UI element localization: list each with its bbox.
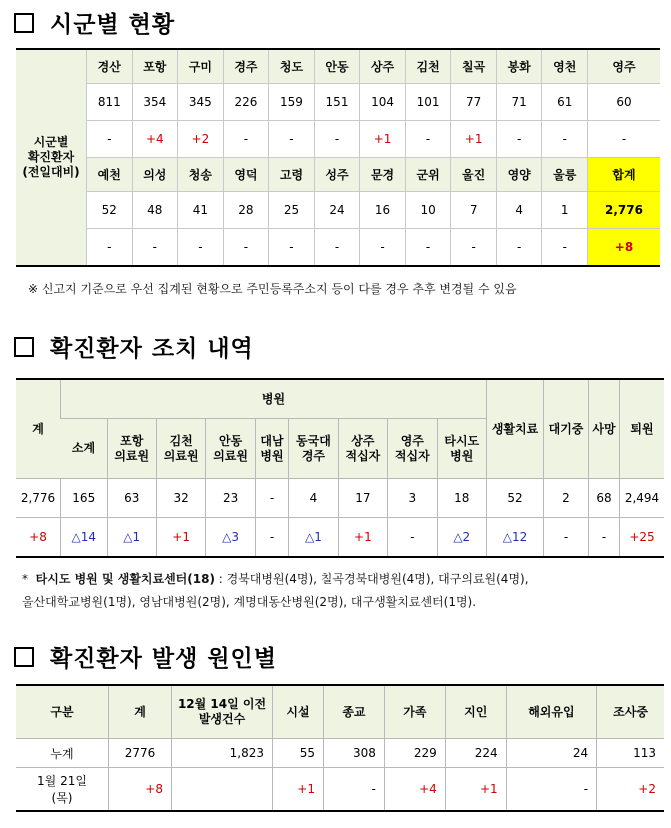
table-row: [16, 49, 660, 84]
column-header: 시설: [273, 685, 324, 739]
footnote-line: 울산대학교병원(1명), 영남대병원(2명), 계명대동산병원(2명), 대구생활치료센터(1명).: [22, 595, 477, 609]
value-cell: 2,776: [16, 479, 61, 518]
side-label-line: 시군별: [33, 135, 69, 149]
value-cell: 3: [388, 479, 437, 518]
hospital-footnote: [22, 568, 529, 614]
change-cell: -: [506, 768, 596, 812]
value-cell: -: [255, 479, 288, 518]
hospital-subheader: [289, 419, 338, 479]
checkbox-square-icon: [14, 337, 34, 357]
count-cell: 4: [496, 192, 542, 229]
header-line: 포항: [120, 433, 144, 448]
region-header: 예천: [87, 158, 133, 192]
value-cell: 308: [323, 739, 384, 768]
table-row: [16, 768, 664, 812]
column-header: 조사중: [597, 685, 664, 739]
value-cell: 2776: [109, 739, 172, 768]
count-cell: 52: [87, 192, 133, 229]
value-cell: 52: [487, 479, 544, 518]
change-cell: △2: [437, 518, 486, 558]
change-cell: -: [544, 518, 589, 558]
change-cell: [172, 768, 273, 812]
region-header: 봉화: [496, 49, 542, 84]
column-header: 계: [109, 685, 172, 739]
table-row: [16, 479, 664, 518]
value-cell: 2,494: [620, 479, 665, 518]
region-header: 영주: [588, 49, 660, 84]
subtotal-header: 소계: [61, 419, 108, 479]
region-header: 안동: [314, 49, 360, 84]
change-cell: +8: [109, 768, 172, 812]
value-cell: 18: [437, 479, 486, 518]
column-header: 지인: [445, 685, 506, 739]
value-cell: 229: [384, 739, 445, 768]
change-cell: -: [178, 229, 224, 267]
footnote-label: 타시도 병원 및 생활치료센터(18): [35, 572, 215, 586]
header-line: 상주: [351, 433, 375, 448]
value-cell: 17: [338, 479, 387, 518]
region-status-table: [16, 48, 660, 267]
column-header: 구분: [16, 685, 109, 739]
count-cell: 159: [269, 84, 315, 121]
table-row: [16, 121, 660, 158]
change-cell: -: [360, 229, 406, 267]
change-cell: -: [588, 121, 660, 158]
value-cell: 165: [61, 479, 108, 518]
hospital-subheader: [437, 419, 486, 479]
count-cell: 7: [451, 192, 497, 229]
table-row: [16, 379, 664, 419]
value-cell: 4: [289, 479, 338, 518]
count-cell: 28: [223, 192, 269, 229]
change-cell: △3: [206, 518, 255, 558]
section3-title: 확진환자 발생 원인별: [14, 640, 277, 673]
value-cell: 32: [156, 479, 205, 518]
change-cell: -: [87, 121, 133, 158]
count-cell: 345: [178, 84, 224, 121]
change-cell: △1: [107, 518, 156, 558]
change-cell: -: [496, 229, 542, 267]
total-change-cell: +8: [588, 229, 660, 267]
row-label: [16, 768, 109, 812]
table-row: [16, 158, 660, 192]
region-header: 군위: [405, 158, 451, 192]
region-header: 김천: [405, 49, 451, 84]
header-line: 의료원: [163, 448, 199, 463]
count-cell: 226: [223, 84, 269, 121]
footnote-mark: *: [22, 572, 28, 586]
section2-title: 확진환자 조치 내역: [14, 330, 254, 363]
change-cell: -: [255, 518, 288, 558]
change-cell: +2: [178, 121, 224, 158]
count-cell: 60: [588, 84, 660, 121]
change-cell: +1: [156, 518, 205, 558]
count-cell: 77: [451, 84, 497, 121]
count-cell: 151: [314, 84, 360, 121]
header-line: 경주: [301, 448, 326, 463]
change-cell: -: [314, 121, 360, 158]
region-header: 영덕: [223, 158, 269, 192]
change-cell: △14: [61, 518, 108, 558]
header-line: 병원: [450, 448, 474, 463]
region-header: 포항: [132, 49, 178, 84]
region-header: 상주: [360, 49, 406, 84]
header-line: 영주: [400, 433, 424, 448]
side-label-line: (전일대비): [22, 165, 80, 179]
change-cell: +1: [445, 768, 506, 812]
change-cell: +1: [338, 518, 387, 558]
change-cell: -: [451, 229, 497, 267]
count-cell: 61: [542, 84, 588, 121]
change-cell: -: [589, 518, 620, 558]
checkbox-square-icon: [14, 647, 34, 667]
hospital-subheader: [255, 419, 288, 479]
row-label-line: (목): [51, 791, 73, 805]
region-header: 문경: [360, 158, 406, 192]
death-header: 사망: [589, 379, 620, 479]
region-header: 성주: [314, 158, 360, 192]
header-line: 병원: [260, 448, 284, 463]
change-cell: -: [269, 229, 315, 267]
header-line: 김천: [169, 433, 193, 448]
table-row: [16, 229, 660, 267]
change-cell: -: [87, 229, 133, 267]
count-cell: 41: [178, 192, 224, 229]
column-header: [172, 685, 273, 739]
header-line: 12월 14일 이전: [177, 697, 267, 711]
region-header: 의성: [132, 158, 178, 192]
header-line: 안동: [219, 433, 243, 448]
count-cell: 71: [496, 84, 542, 121]
count-cell: 104: [360, 84, 406, 121]
region-header: 구미: [178, 49, 224, 84]
region-header: 경주: [223, 49, 269, 84]
value-cell: 55: [273, 739, 324, 768]
change-cell: +1: [273, 768, 324, 812]
table-row: [16, 518, 664, 558]
table-row: [16, 192, 660, 229]
header-line: 적십자: [394, 448, 430, 463]
header-line: 발생건수: [198, 712, 246, 726]
header-line: 의료원: [213, 448, 248, 463]
total-header: 합계: [588, 158, 660, 192]
table-footnote: ※ 신고지 기준으로 우선 집계된 현황으로 주민등록주소지 등이 다를 경우 추후 변경될 수 있음: [28, 282, 517, 296]
table-row: [16, 739, 664, 768]
count-cell: 354: [132, 84, 178, 121]
header-line: 의료원: [114, 448, 150, 463]
value-cell: 63: [107, 479, 156, 518]
header-line: 타시도: [444, 433, 480, 448]
value-cell: 113: [597, 739, 664, 768]
region-header: 영양: [496, 158, 542, 192]
region-header: 경산: [87, 49, 133, 84]
hospital-subheader: [107, 419, 156, 479]
change-cell: △1: [289, 518, 338, 558]
count-cell: 811: [87, 84, 133, 121]
discharged-header: 퇴원: [620, 379, 665, 479]
cause-table: [16, 684, 664, 812]
region-header: 영천: [542, 49, 588, 84]
footnote-text: : 경북대병원(4명), 칠곡경북대병원(4명), 대구의료원(4명),: [214, 572, 529, 586]
value-cell: 1,823: [172, 739, 273, 768]
change-cell: -: [269, 121, 315, 158]
change-cell: +25: [620, 518, 665, 558]
table-row: [16, 685, 664, 739]
change-cell: △12: [487, 518, 544, 558]
header-line: 대남: [260, 433, 284, 448]
change-cell: +4: [132, 121, 178, 158]
value-cell: 68: [589, 479, 620, 518]
count-cell: 10: [405, 192, 451, 229]
change-cell: +4: [384, 768, 445, 812]
value-cell: 23: [206, 479, 255, 518]
value-cell: 224: [445, 739, 506, 768]
total-count-cell: 2,776: [588, 192, 660, 229]
waiting-header: 대기중: [544, 379, 589, 479]
side-label: [16, 49, 87, 266]
change-cell: -: [323, 768, 384, 812]
section1-title: 시군별 현황: [14, 6, 175, 39]
change-cell: +8: [16, 518, 61, 558]
row-label: 누계: [16, 739, 109, 768]
region-header: 청송: [178, 158, 224, 192]
change-cell: -: [542, 121, 588, 158]
hospital-subheader: [388, 419, 437, 479]
region-header: 고령: [269, 158, 315, 192]
hospital-subheader: [156, 419, 205, 479]
change-cell: -: [223, 121, 269, 158]
change-cell: -: [405, 229, 451, 267]
checkbox-square-icon: [14, 13, 34, 33]
count-cell: 48: [132, 192, 178, 229]
side-label-line: 확진환자: [27, 150, 75, 164]
change-cell: -: [388, 518, 437, 558]
change-cell: +2: [597, 768, 664, 812]
region-header: 울릉: [542, 158, 588, 192]
count-cell: 101: [405, 84, 451, 121]
patient-measures-table: [16, 378, 664, 558]
region-header: 칠곡: [451, 49, 497, 84]
hospital-subheader: [206, 419, 255, 479]
footnote-line: [22, 568, 529, 591]
count-cell: 1: [542, 192, 588, 229]
total-header: 계: [16, 379, 61, 479]
change-cell: +1: [451, 121, 497, 158]
count-cell: 24: [314, 192, 360, 229]
column-header: 해외유입: [506, 685, 596, 739]
value-cell: 24: [506, 739, 596, 768]
column-header: 가족: [384, 685, 445, 739]
table-row: [16, 84, 660, 121]
column-header: 종교: [323, 685, 384, 739]
count-cell: 25: [269, 192, 315, 229]
change-cell: -: [542, 229, 588, 267]
hospital-header: 병원: [61, 379, 487, 419]
change-cell: -: [132, 229, 178, 267]
change-cell: -: [496, 121, 542, 158]
region-header: 울진: [451, 158, 497, 192]
header-line: 동국대: [296, 433, 331, 448]
region-header: 청도: [269, 49, 315, 84]
change-cell: +1: [360, 121, 406, 158]
change-cell: -: [223, 229, 269, 267]
value-cell: 2: [544, 479, 589, 518]
count-cell: 16: [360, 192, 406, 229]
hospital-subheader: [338, 419, 387, 479]
change-cell: -: [405, 121, 451, 158]
row-label-line: 1월 21일: [37, 774, 87, 788]
header-line: 적십자: [345, 448, 381, 463]
change-cell: -: [314, 229, 360, 267]
center-header: 생활치료: [487, 379, 544, 479]
